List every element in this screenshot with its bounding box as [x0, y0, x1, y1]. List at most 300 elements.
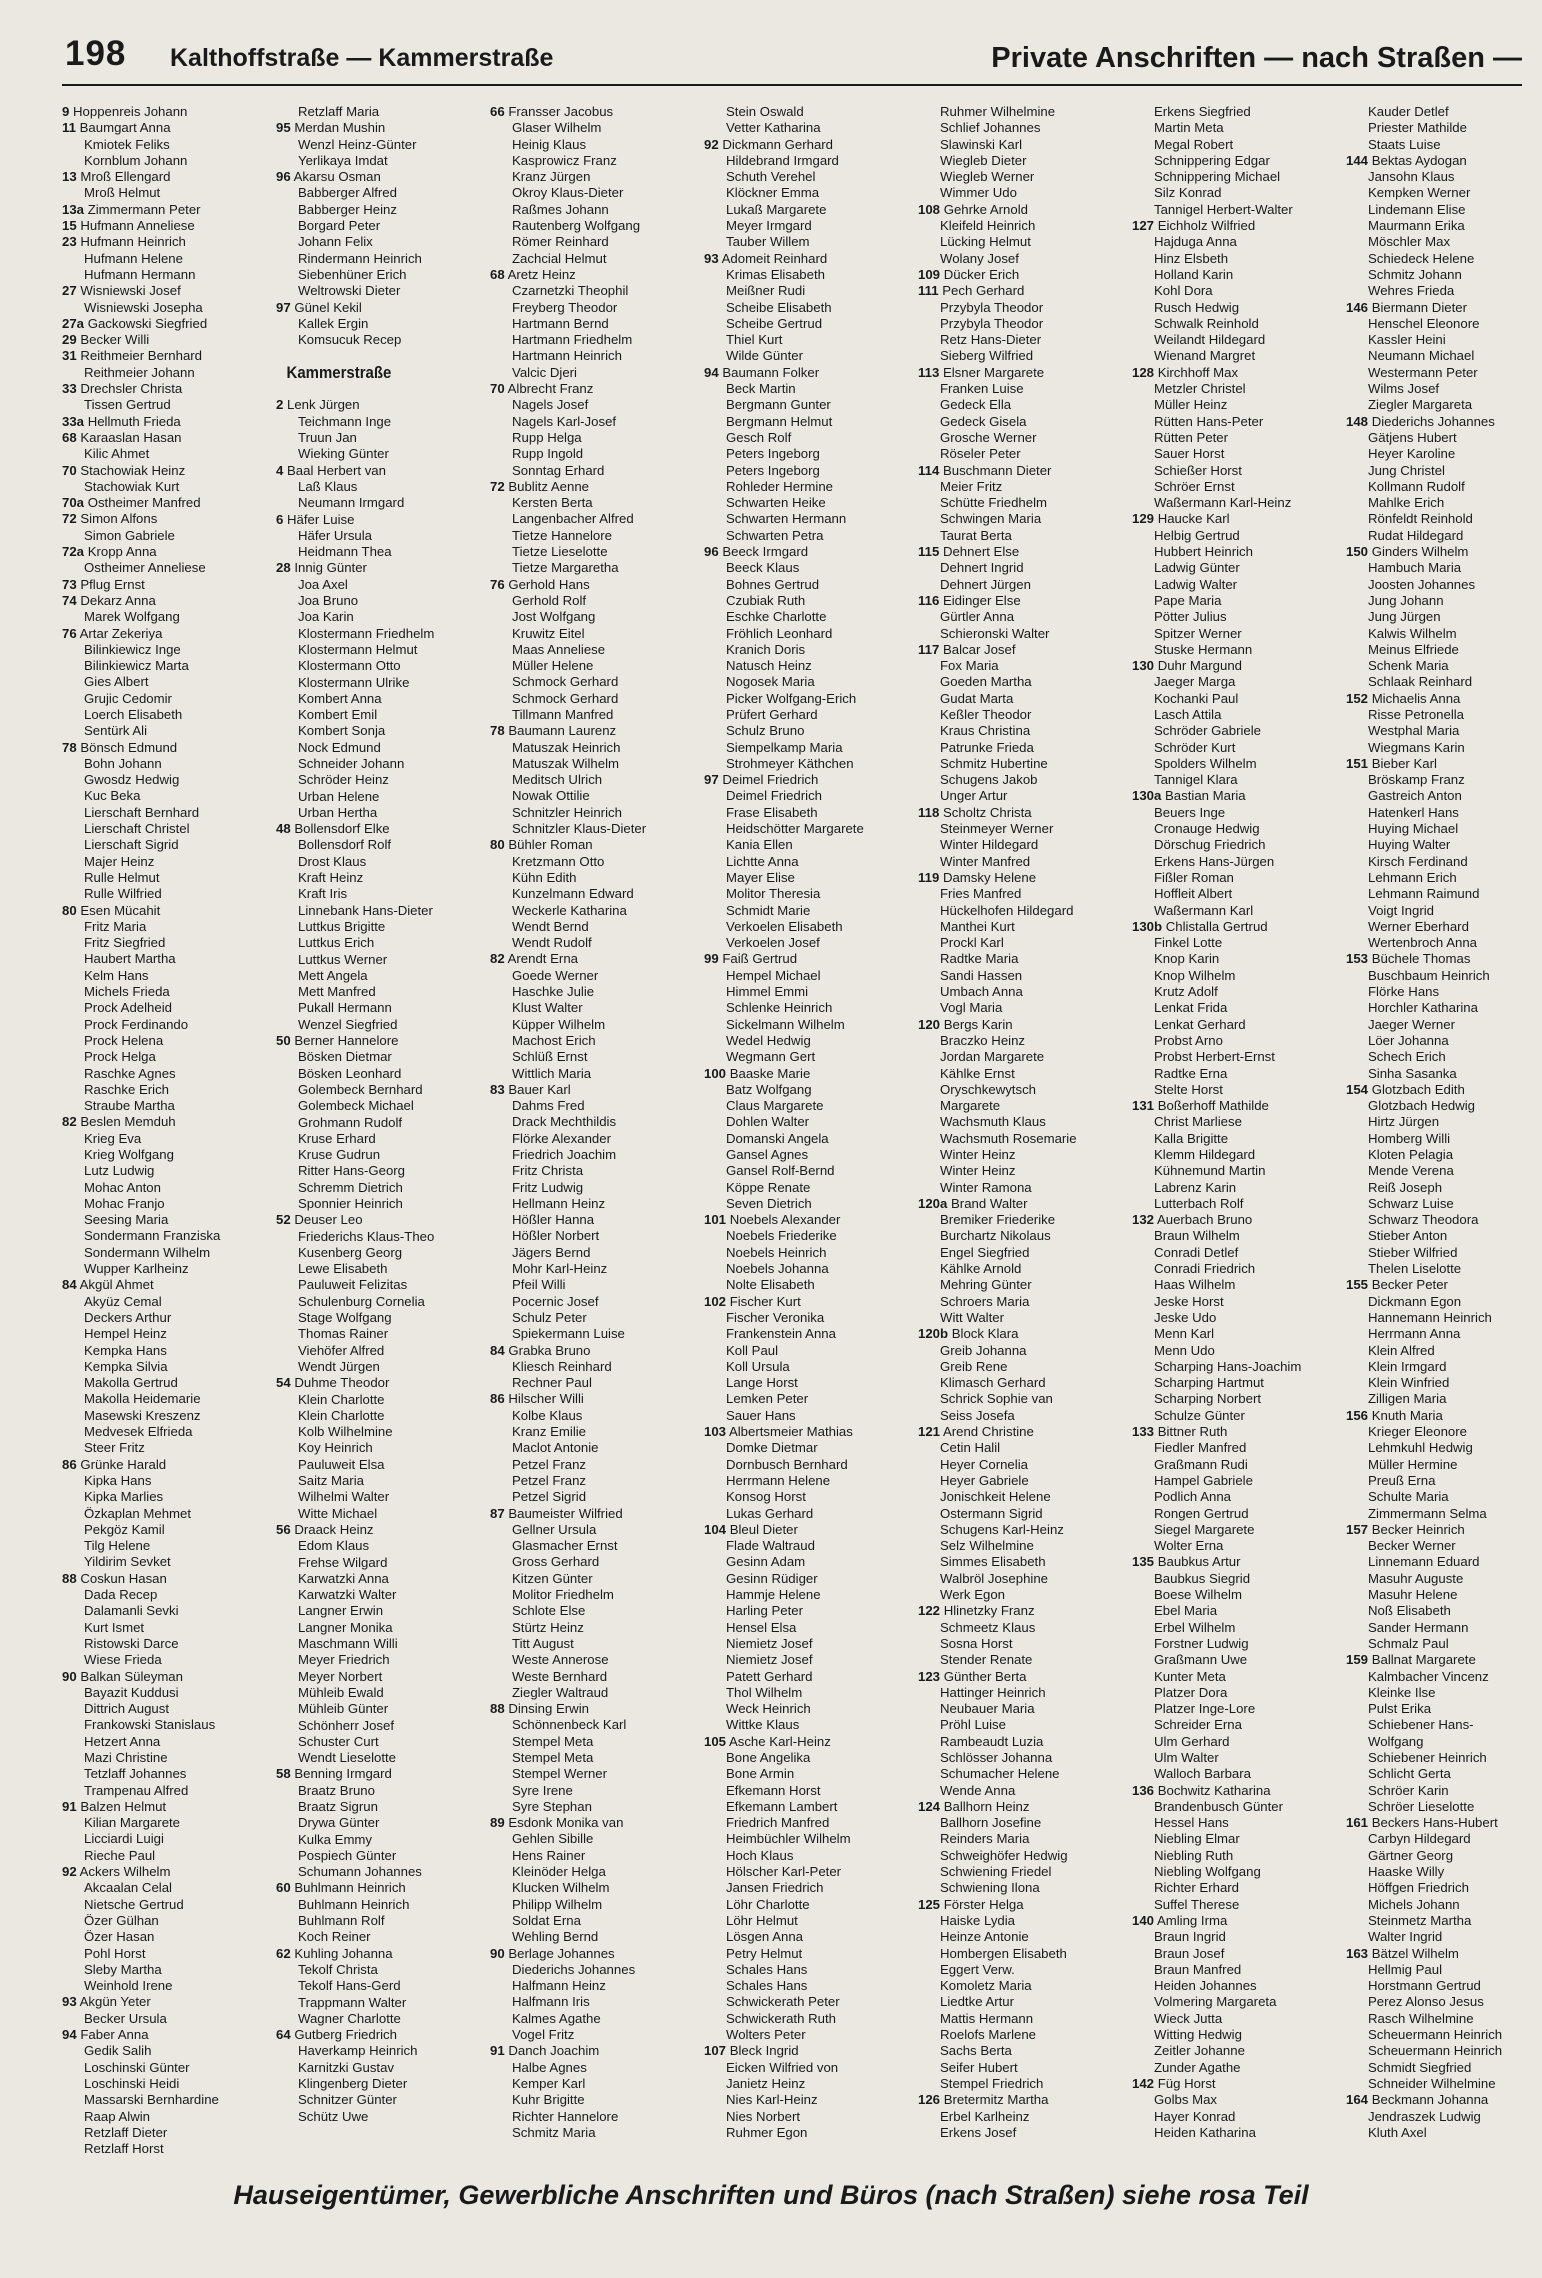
resident-entry — [490, 1554, 704, 1570]
resident-name: Sickelmann Wilhelm — [726, 1016, 845, 1032]
resident-name: Kilic Ahmet — [84, 446, 150, 462]
resident-name: Winter Manfred — [940, 853, 1031, 869]
resident-entry — [1132, 1326, 1346, 1342]
resident-entry — [62, 609, 276, 625]
resident-name: Witting Hedwig — [1154, 2027, 1242, 2043]
resident-name: Jansohn Klaus — [1368, 169, 1455, 185]
resident-name: Sleby Martha — [84, 1961, 162, 1977]
resident-entry — [704, 1766, 918, 1782]
resident-name: Erbel Wilhelm — [1154, 1619, 1236, 1635]
resident-name: Schulze Günter — [1154, 1407, 1245, 1423]
resident-entry — [1132, 267, 1346, 283]
resident-entry — [62, 1962, 276, 1978]
resident-entry — [276, 2076, 490, 2092]
resident-entry — [1346, 1440, 1542, 1456]
resident-entry — [490, 1277, 704, 1293]
resident-entry — [276, 463, 490, 479]
resident-name: Hartmann Bernd — [512, 315, 609, 331]
resident-name: Conradi Detlef — [1154, 1244, 1239, 1260]
resident-entry — [704, 202, 918, 218]
house-number: 129 — [1132, 511, 1155, 527]
resident-entry — [1346, 2109, 1542, 2125]
resident-name: Gies Albert — [84, 674, 149, 690]
resident-name: Janietz Heinz — [726, 2075, 806, 2091]
resident-entry — [490, 2125, 704, 2141]
resident-name: Stender Renate — [940, 1652, 1033, 1668]
resident-name: Kipka Hans — [84, 1472, 152, 1488]
resident-entry — [276, 251, 490, 267]
resident-name: Schwarten Petra — [726, 527, 824, 543]
resident-entry — [1346, 1228, 1542, 1244]
resident-entry — [276, 1408, 490, 1424]
resident-entry — [704, 479, 918, 495]
resident-name: Fox Maria — [940, 658, 999, 674]
resident-name: Beeck Irmgard — [722, 544, 809, 560]
resident-entry — [918, 1294, 1132, 1310]
resident-entry — [1132, 1310, 1346, 1326]
resident-name: Titt August — [512, 1635, 574, 1651]
resident-name: Kleinke Ilse — [1368, 1684, 1436, 1700]
resident-name: Prock Adelheid — [84, 1000, 172, 1016]
resident-entry — [918, 951, 1132, 967]
resident-entry — [62, 1685, 276, 1701]
resident-name: Hartmann Friedhelm — [512, 332, 633, 348]
resident-entry — [918, 805, 1132, 821]
resident-name: Häfer Luise — [287, 511, 355, 527]
resident-entry — [918, 1669, 1132, 1685]
resident-name: Schnitzler Klaus-Dieter — [512, 821, 647, 837]
resident-name: Schnippering Michael — [1154, 169, 1281, 185]
resident-name: Graßmann Uwe — [1154, 1652, 1248, 1668]
resident-name: Kruwitz Eitel — [512, 625, 585, 641]
resident-name: Witte Michael — [298, 1505, 378, 1521]
resident-name: Richter Erhard — [1154, 1880, 1240, 1896]
resident-name: Kempken Werner — [1368, 185, 1471, 201]
resident-name: Wendt Jürgen — [298, 1358, 380, 1374]
resident-entry — [490, 951, 704, 967]
resident-entry — [1346, 251, 1542, 267]
resident-entry — [918, 137, 1132, 153]
house-number: 114 — [918, 462, 940, 478]
resident-name: Haucke Karl — [1157, 511, 1230, 527]
resident-name: Ostheimer Anneliese — [84, 560, 206, 576]
resident-name: Rambeaudt Luzia — [940, 1733, 1044, 1749]
resident-entry — [1346, 202, 1542, 218]
resident-entry — [490, 1652, 704, 1668]
resident-name: Borgard Peter — [298, 218, 381, 234]
resident-entry — [276, 675, 490, 691]
resident-name: Grosche Werner — [940, 429, 1037, 445]
resident-entry — [62, 837, 276, 853]
resident-name: Volmering Margareta — [1154, 1994, 1277, 2010]
resident-entry — [1132, 1082, 1346, 1098]
resident-name: Lukaß Margarete — [726, 201, 827, 217]
resident-entry — [918, 756, 1132, 772]
resident-name: Hildebrand Irmgard — [726, 152, 839, 168]
resident-name: Lehmann Raimund — [1368, 886, 1480, 902]
resident-name: Thiel Kurt — [726, 332, 783, 348]
resident-name: Valcic Djeri — [512, 364, 577, 380]
resident-entry — [490, 1897, 704, 1913]
resident-name: Joa Karin — [298, 609, 354, 625]
resident-entry — [704, 1880, 918, 1896]
resident-entry — [62, 593, 276, 609]
resident-entry — [62, 1766, 276, 1782]
resident-entry — [490, 854, 704, 870]
page-number: 198 — [65, 34, 127, 73]
resident-name: Preuß Erna — [1368, 1472, 1436, 1488]
resident-name: Sandi Hassen — [940, 967, 1023, 983]
resident-name: Kluth Axel — [1368, 2124, 1427, 2140]
resident-name: Trampenau Alfred — [84, 1782, 189, 1798]
resident-entry — [918, 169, 1132, 185]
resident-name: Noebels Alexander — [729, 1212, 841, 1228]
resident-entry — [918, 1245, 1132, 1261]
resident-name: Spolders Wilhelm — [1154, 755, 1257, 771]
resident-entry — [490, 1163, 704, 1179]
house-number: 133 — [1132, 1424, 1155, 1440]
resident-entry — [276, 968, 490, 984]
resident-entry — [1132, 1506, 1346, 1522]
resident-name: Kempka Silvia — [84, 1358, 168, 1374]
resident-entry — [1132, 1359, 1346, 1375]
resident-entry — [1346, 1913, 1542, 1929]
house-number: 33 — [62, 381, 77, 397]
resident-name: Czarnetzki Theophil — [512, 283, 629, 299]
resident-entry — [704, 1147, 918, 1163]
resident-name: Frase Elisabeth — [726, 804, 818, 820]
resident-entry — [490, 137, 704, 153]
resident-entry — [490, 1261, 704, 1277]
resident-name: Kilian Margarete — [84, 1815, 181, 1831]
resident-entry — [490, 1701, 704, 1717]
resident-name: Deimel Friedrich — [722, 772, 819, 788]
resident-name: Füg Horst — [1157, 2075, 1216, 2091]
resident-name: Carbyn Hildegard — [1368, 1831, 1471, 1847]
house-number: 89 — [490, 1815, 505, 1831]
house-number: 153 — [1346, 951, 1369, 967]
resident-name: Rasch Wilhelmine — [1368, 2010, 1474, 2026]
resident-name: Straube Martha — [84, 1098, 175, 1114]
resident-name: Wendt Lieselotte — [298, 1750, 396, 1766]
house-number: 13 — [62, 169, 77, 185]
resident-name: Ballnat Margarete — [1371, 1652, 1476, 1668]
resident-name: Syre Irene — [512, 1782, 573, 1798]
resident-entry — [704, 1848, 918, 1864]
resident-entry — [1346, 1978, 1542, 1994]
resident-entry — [1132, 951, 1346, 967]
resident-entry — [276, 1082, 490, 1098]
resident-entry — [1132, 1717, 1346, 1733]
resident-name: Kallek Ergin — [298, 315, 369, 331]
resident-entry — [1346, 1359, 1542, 1375]
resident-entry — [1346, 137, 1542, 153]
resident-entry — [918, 1147, 1132, 1163]
resident-entry — [62, 903, 276, 919]
resident-name: Bohn Johann — [84, 755, 162, 771]
resident-name: Heyer Cornelia — [940, 1456, 1028, 1472]
house-number: 83 — [490, 1081, 505, 1097]
resident-entry — [1132, 1163, 1346, 1179]
resident-entry — [1346, 1457, 1542, 1473]
resident-entry — [704, 1326, 918, 1342]
resident-name: Wolfgang — [1368, 1733, 1424, 1749]
resident-entry — [1132, 1049, 1346, 1065]
resident-name: Yildirim Sevket — [84, 1554, 171, 1570]
resident-entry — [490, 2076, 704, 2092]
resident-entry — [490, 1147, 704, 1163]
resident-name: Mattis Hermann — [940, 2010, 1034, 2026]
resident-name: Rupp Ingold — [512, 446, 584, 462]
resident-entry — [1132, 381, 1346, 397]
resident-entry — [918, 560, 1132, 576]
resident-entry — [918, 626, 1132, 642]
resident-name: Schmeetz Klaus — [940, 1619, 1036, 1635]
resident-entry — [1132, 577, 1346, 593]
resident-entry — [62, 805, 276, 821]
resident-name: Hufmann Heinrich — [80, 234, 186, 250]
resident-entry — [62, 1848, 276, 1864]
resident-entry — [1132, 1440, 1346, 1456]
resident-entry — [704, 1831, 918, 1847]
resident-name: Tillmann Manfred — [512, 706, 614, 722]
resident-name: Schmock Gerhard — [512, 674, 619, 690]
resident-entry — [62, 528, 276, 544]
resident-name: Vogel Fritz — [512, 2027, 575, 2043]
resident-name: Loschinski Heidi — [84, 2075, 180, 2091]
resident-entry — [918, 723, 1132, 739]
resident-entry — [1346, 1147, 1542, 1163]
resident-name: Buschbaum Heinrich — [1368, 967, 1490, 983]
resident-name: Klein Charlotte — [298, 1407, 385, 1423]
resident-entry — [276, 332, 490, 348]
resident-name: Koll Ursula — [726, 1358, 790, 1374]
resident-name: Reithmeier Johann — [84, 364, 195, 380]
resident-entry — [1132, 137, 1346, 153]
resident-entry — [62, 740, 276, 756]
resident-entry — [490, 2043, 704, 2059]
resident-name: Linnebank Hans-Dieter — [298, 902, 433, 918]
resident-entry — [1346, 1864, 1542, 1880]
resident-name: Pohl Horst — [84, 1945, 146, 1961]
resident-name: Haaske Willy — [1368, 1864, 1445, 1880]
resident-entry — [1346, 365, 1542, 381]
resident-name: Schugens Karl-Heinz — [940, 1521, 1064, 1537]
resident-entry — [1132, 1424, 1346, 1440]
resident-name: Massarski Bernhardine — [84, 2092, 219, 2108]
resident-name: Hellmuth Frieda — [87, 413, 181, 429]
resident-name: Baumann Folker — [722, 364, 820, 380]
resident-name: Pötter Julius — [1154, 609, 1227, 625]
resident-name: Mayer Elise — [726, 869, 795, 885]
resident-entry — [276, 919, 490, 935]
resident-entry — [276, 1375, 490, 1391]
resident-entry — [704, 1310, 918, 1326]
resident-name: Rautenberg Wolfgang — [512, 218, 641, 234]
resident-name: Hößler Hanna — [512, 1212, 595, 1228]
resident-name: Witt Walter — [940, 1309, 1004, 1325]
resident-name: Fischer Veronika — [726, 1309, 825, 1325]
resident-name: Braczko Heinz — [940, 1032, 1026, 1048]
resident-entry — [490, 365, 704, 381]
resident-entry — [1132, 202, 1346, 218]
resident-name: Bühler Roman — [508, 837, 593, 853]
resident-name: Haschke Julie — [512, 984, 595, 1000]
resident-entry — [276, 952, 490, 968]
resident-name: Kauder Detlef — [1368, 104, 1449, 119]
resident-entry — [1132, 1799, 1346, 1815]
resident-entry — [62, 1326, 276, 1342]
resident-name: Komoletz Maria — [940, 1978, 1032, 1994]
resident-name: Fritz Ludwig — [512, 1179, 584, 1195]
resident-entry — [704, 642, 918, 658]
resident-entry — [490, 1978, 704, 1994]
resident-entry — [704, 120, 918, 136]
house-number: 127 — [1132, 218, 1155, 234]
resident-name: Scheuermann Heinrich — [1368, 2027, 1503, 2043]
resident-entry — [918, 886, 1132, 902]
resident-entry — [62, 658, 276, 674]
resident-entry — [490, 1522, 704, 1538]
resident-name: Deimel Friedrich — [726, 788, 822, 804]
resident-name: Claus Margarete — [726, 1098, 824, 1114]
resident-name: Schlote Else — [512, 1603, 586, 1619]
resident-name: Wittlich Maria — [512, 1065, 592, 1081]
house-number: 163 — [1346, 1945, 1369, 1961]
resident-name: Priester Mathilde — [1368, 120, 1467, 136]
resident-name: Klöckner Emma — [726, 185, 820, 201]
resident-entry — [1346, 1636, 1542, 1652]
resident-entry — [918, 1701, 1132, 1717]
resident-name: Kunter Meta — [1154, 1668, 1226, 1684]
resident-entry — [276, 740, 490, 756]
house-number: 2 — [276, 397, 284, 413]
resident-entry — [704, 1408, 918, 1424]
resident-name: Fißler Roman — [1154, 869, 1234, 885]
resident-entry — [704, 1620, 918, 1636]
resident-name: Heiden Johannes — [1154, 1978, 1257, 1994]
resident-name: Kuhling Johanna — [294, 1945, 393, 1961]
resident-entry — [1132, 2125, 1346, 2141]
resident-name: Gellner Ursula — [512, 1521, 597, 1537]
resident-name: Zimmermann Selma — [1368, 1505, 1487, 1521]
resident-name: Huying Michael — [1368, 821, 1459, 837]
resident-entry — [62, 1408, 276, 1424]
resident-name: Gackowski Siegfried — [87, 315, 208, 331]
resident-entry — [276, 1180, 490, 1196]
resident-name: Beslen Memduh — [80, 1114, 176, 1130]
resident-name: Gedeck Ella — [940, 397, 1012, 413]
resident-entry — [62, 300, 276, 316]
resident-name: Frankenstein Anna — [726, 1326, 836, 1342]
resident-name: Wieking Günter — [298, 446, 389, 462]
resident-entry — [490, 511, 704, 527]
resident-name: Kurt Ismet — [84, 1619, 145, 1635]
resident-name: Krimas Elisabeth — [726, 266, 825, 282]
resident-entry — [276, 1555, 490, 1571]
resident-entry — [62, 1114, 276, 1130]
resident-name: Glotzbach Edith — [1371, 1081, 1465, 1097]
resident-name: Hoffleit Albert — [1154, 886, 1233, 902]
resident-name: Braatz Sigrun — [298, 1798, 378, 1814]
resident-name: Bönsch Edmund — [80, 739, 178, 755]
resident-entry — [704, 740, 918, 756]
resident-entry — [1346, 348, 1542, 364]
resident-entry — [490, 1424, 704, 1440]
resident-name: Christ Marliese — [1154, 1114, 1242, 1130]
resident-entry — [276, 202, 490, 218]
resident-entry — [276, 1522, 490, 1538]
resident-name: Batz Wolfgang — [726, 1081, 812, 1097]
resident-name: Kropp Anna — [87, 544, 157, 560]
resident-entry — [918, 1375, 1132, 1391]
resident-name: Risse Petronella — [1368, 706, 1465, 722]
resident-name: Roelofs Marlene — [940, 2027, 1037, 2043]
resident-entry — [276, 446, 490, 462]
resident-name: Kählke Ernst — [940, 1065, 1015, 1081]
resident-name: Hufmann Anneliese — [80, 218, 195, 234]
resident-entry — [490, 984, 704, 1000]
resident-name: Rongen Gertrud — [1154, 1505, 1249, 1521]
resident-entry — [62, 1897, 276, 1913]
resident-name: Braun Josef — [1154, 1945, 1225, 1961]
resident-name: Efkemann Horst — [726, 1782, 821, 1798]
resident-entry — [62, 2076, 276, 2092]
house-number: 156 — [1346, 1407, 1369, 1423]
resident-name: Nietsche Gertrud — [84, 1896, 184, 1912]
resident-entry — [490, 609, 704, 625]
resident-name: Hubbert Heinrich — [1154, 544, 1253, 560]
resident-name: Kraft Iris — [298, 886, 348, 902]
resident-name: Kipka Marlies — [84, 1489, 164, 1505]
resident-name: Karaaslan Hasan — [80, 429, 182, 445]
resident-entry — [918, 1196, 1132, 1212]
resident-entry — [918, 479, 1132, 495]
resident-entry — [1346, 577, 1542, 593]
resident-name: Jung Jürgen — [1368, 609, 1441, 625]
resident-entry — [918, 1310, 1132, 1326]
resident-entry — [1346, 104, 1542, 120]
resident-entry — [276, 837, 490, 853]
resident-entry — [62, 283, 276, 299]
resident-name: Wachsmuth Klaus — [940, 1114, 1046, 1130]
resident-entry — [62, 1440, 276, 1456]
resident-entry — [62, 723, 276, 739]
resident-name: Beck Martin — [726, 381, 796, 397]
resident-entry — [62, 1261, 276, 1277]
resident-entry — [276, 560, 490, 576]
resident-entry — [918, 1522, 1132, 1538]
house-number: 117 — [918, 641, 940, 657]
directory-column — [490, 104, 704, 2139]
resident-entry — [62, 1457, 276, 1473]
resident-name: Laß Klaus — [298, 478, 358, 494]
house-number: 140 — [1132, 1912, 1155, 1928]
resident-name: Schlenke Heinrich — [726, 1000, 833, 1016]
resident-entry — [918, 202, 1132, 218]
resident-entry — [62, 414, 276, 430]
resident-entry — [918, 1831, 1132, 1847]
resident-entry — [276, 1147, 490, 1163]
resident-name: Luttkus Brigitte — [298, 918, 386, 934]
resident-entry — [490, 1114, 704, 1130]
resident-entry — [704, 1375, 918, 1391]
resident-name: Kombert Anna — [298, 690, 382, 706]
resident-entry — [62, 1750, 276, 1766]
house-number: 28 — [276, 560, 291, 576]
resident-entry — [918, 1946, 1132, 1962]
resident-entry — [490, 397, 704, 413]
